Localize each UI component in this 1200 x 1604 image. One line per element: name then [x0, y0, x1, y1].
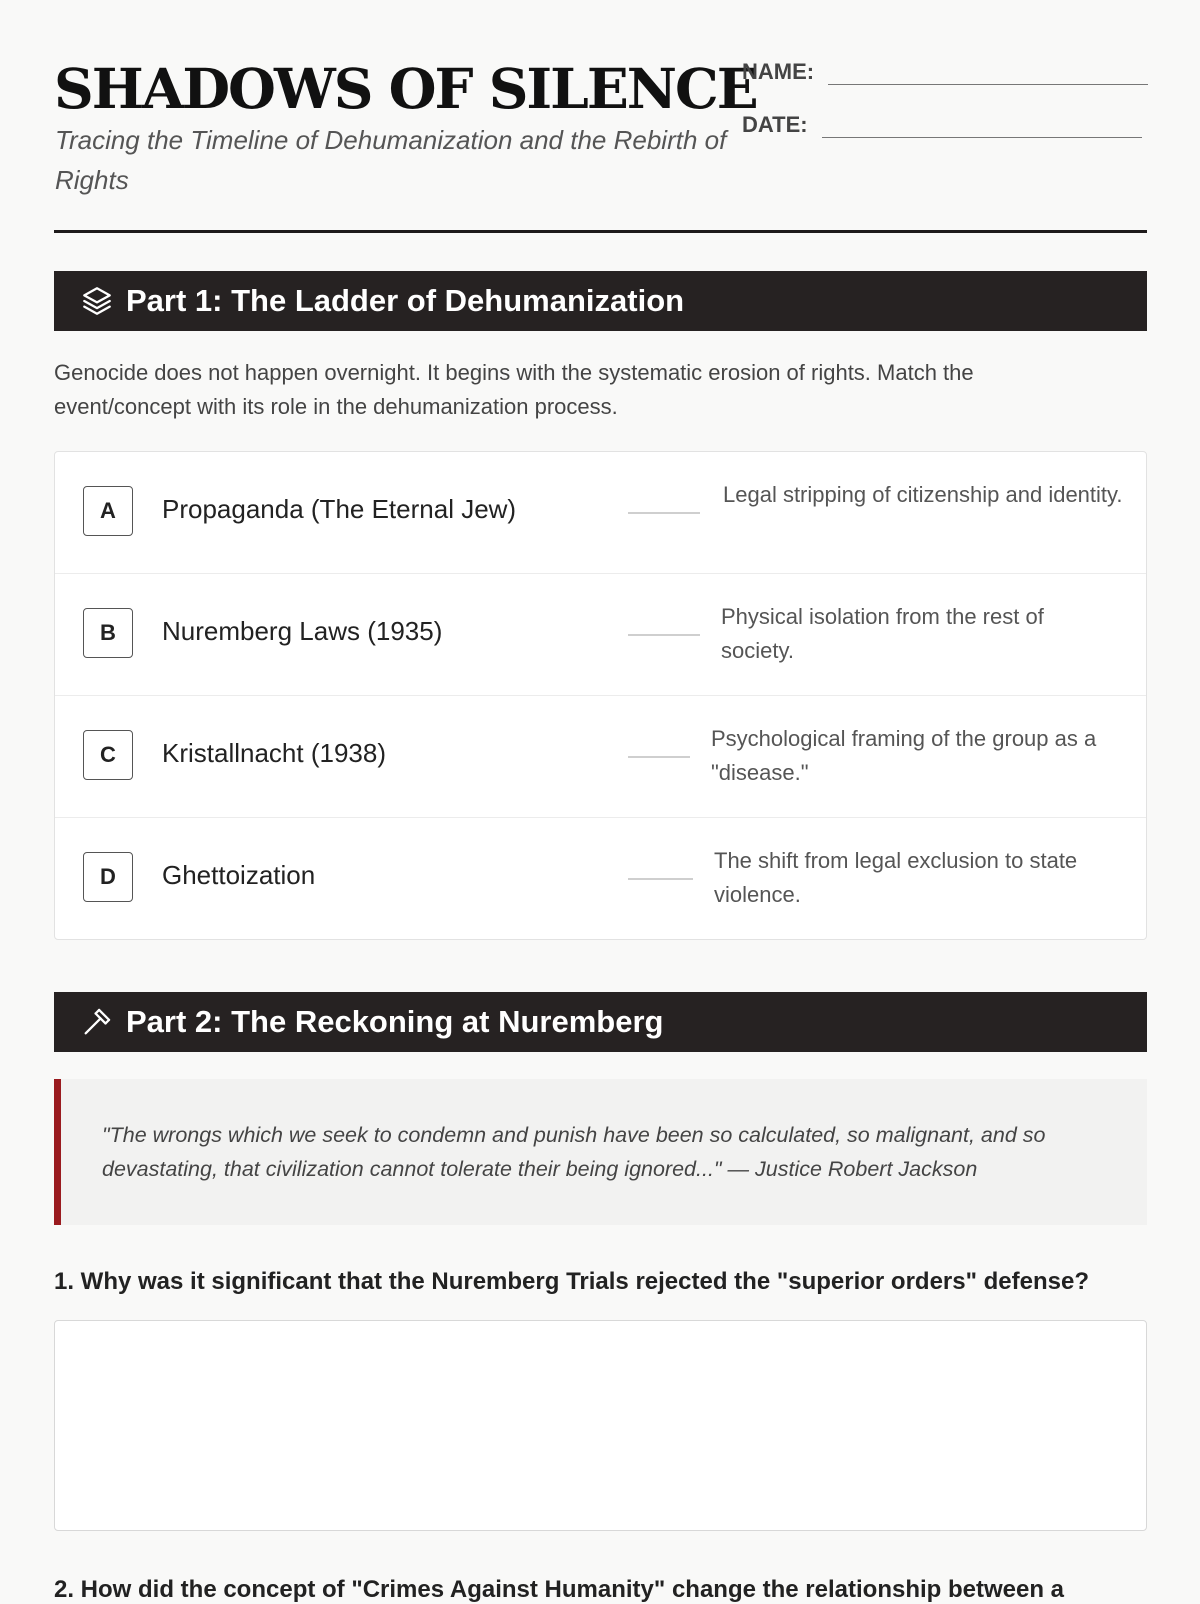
worksheet-page	[54, 0, 1147, 1603]
match-term: Propaganda (The Eternal Jew)	[162, 494, 517, 524]
match-definition: The shift from legal exclusion to state violence.	[714, 848, 1078, 907]
match-letter: C	[83, 730, 133, 780]
name-field	[742, 59, 1148, 85]
gavel-icon	[80, 1005, 114, 1039]
quote-text: "The wrongs which we seek to condemn and punish have been so calculated, so malignant, and so devastating, that civilization cannot tolerate their being ignored..." — Justice Robert Jackson	[102, 1123, 1046, 1181]
match-row	[55, 452, 1146, 574]
match-term: Ghettoization	[162, 860, 316, 890]
match-row	[55, 696, 1146, 818]
date-input-line[interactable]	[822, 115, 1142, 138]
answer-box-1[interactable]	[54, 1320, 1147, 1531]
match-term: Nuremberg Laws (1935)	[162, 616, 443, 646]
page-title: SHADOWS OF SILENCE	[54, 56, 757, 121]
jackson-quote	[54, 1079, 1147, 1225]
part1-instructions: Genocide does not happen overnight. It begins with the systematic erosion of rights. Match the event/concept with its role in the dehumanization process.	[54, 360, 974, 419]
match-definition: Legal stripping of citizenship and identity.	[723, 482, 1123, 507]
part2-header	[54, 992, 1147, 1052]
worksheet-header	[54, 0, 1147, 233]
match-answer-blank[interactable]	[628, 756, 690, 758]
match-row	[55, 574, 1146, 696]
part1-heading: Part 1: The Ladder of Dehumanization	[126, 283, 685, 318]
match-letter: B	[83, 608, 133, 658]
match-row	[55, 818, 1146, 939]
match-answer-blank[interactable]	[628, 512, 700, 514]
layers-icon	[80, 284, 114, 318]
match-letter: A	[83, 486, 133, 536]
date-label: DATE:	[742, 112, 808, 137]
match-letter: D	[83, 852, 133, 902]
match-definition: Physical isolation from the rest of society.	[721, 604, 1044, 663]
match-answer-blank[interactable]	[628, 878, 693, 880]
part2-heading: Part 2: The Reckoning at Nuremberg	[126, 1004, 664, 1039]
matching-table	[54, 451, 1147, 940]
date-field	[742, 112, 1142, 138]
match-term: Kristallnacht (1938)	[162, 738, 386, 768]
name-label: NAME:	[742, 59, 815, 84]
match-answer-blank[interactable]	[628, 634, 700, 636]
name-input-line[interactable]	[828, 62, 1148, 85]
question-1: 1. Why was it significant that the Nuremberg Trials rejected the "superior orders" defense?	[54, 1268, 1090, 1295]
part1-header	[54, 271, 1147, 331]
page-subtitle: Tracing the Timeline of Dehumanization and the Rebirth of Rights	[55, 125, 727, 195]
match-definition: Psychological framing of the group as a "disease."	[711, 726, 1097, 785]
question-2: 2. How did the concept of "Crimes Against Humanity" change the relationship between a	[54, 1576, 1065, 1603]
